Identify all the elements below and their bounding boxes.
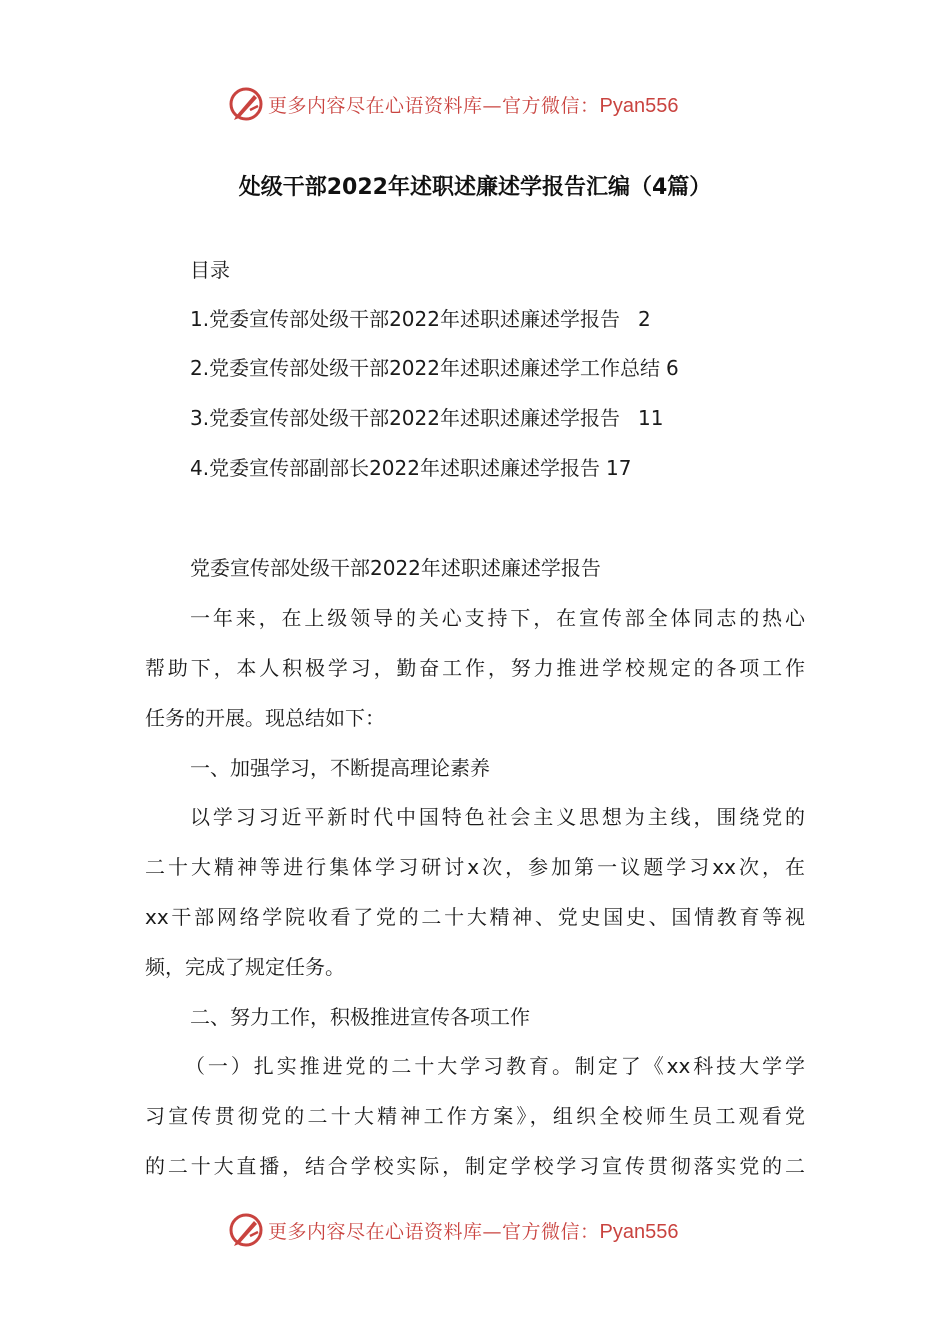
paragraph-line: 任务的开展。现总结如下： xyxy=(145,706,385,730)
toc-entry-1[interactable] xyxy=(190,304,651,334)
watermark-header xyxy=(228,84,678,124)
section-heading-2: 二、努力工作，积极推进宣传各项工作 xyxy=(190,1005,530,1029)
toc-entry-label: 4.党委宣传部副部长2022年述职述廉述学报告 xyxy=(190,456,600,480)
watermark-text xyxy=(268,91,678,118)
paragraph-line: （一）扎实推进党的二十大学习教育。制定了《xx科技大学学 xyxy=(185,1054,805,1078)
watermark-text xyxy=(268,1217,678,1244)
toc-entry-label: 1.党委宣传部处级干部2022年述职述廉述学报告 xyxy=(190,307,620,331)
paragraph-line: xx干部网络学院收看了党的二十大精神、党史国史、国情教育等视 xyxy=(145,905,805,929)
paragraph-line: 的二十大直播，结合学校实际，制定学校学习宣传贯彻落实党的二 xyxy=(145,1154,805,1178)
pen-logo-icon xyxy=(228,1212,264,1248)
toc-entry-label: 3.党委宣传部处级干部2022年述职述廉述学报告 xyxy=(190,406,620,430)
watermark-footer xyxy=(228,1210,678,1250)
toc-entry-3[interactable] xyxy=(190,403,663,433)
paragraph-line: 频，完成了规定任务。 xyxy=(145,955,345,979)
toc-entry-page: 2 xyxy=(637,307,651,331)
document-title: 处级干部2022年述职述廉述学报告汇编（4篇） xyxy=(238,175,712,200)
pen-logo-icon xyxy=(228,86,264,122)
toc-heading: 目录 xyxy=(190,258,230,282)
toc-entry-label: 2.党委宣传部处级干部2022年述职述廉述学工作总结 xyxy=(190,356,660,380)
paragraph-line: 帮助下，本人积极学习，勤奋工作，努力推进学校规定的各项工作 xyxy=(145,656,805,680)
watermark-prefix: 更多内容尽在心语资料库—官方微信： xyxy=(268,1220,600,1243)
paragraph-line: 以学习习近平新时代中国特色社会主义思想为主线，围绕党的 xyxy=(190,805,805,829)
watermark-handle: Pyan556 xyxy=(599,94,679,117)
toc-entry-4[interactable] xyxy=(190,453,631,483)
toc-entry-page: 17 xyxy=(605,456,632,480)
paragraph-line: 二十大精神等进行集体学习研讨x次，参加第一议题学习xx次，在 xyxy=(145,855,805,879)
paragraph-line: 习宣传贯彻党的二十大精神工作方案》，组织全校师生员工观看党 xyxy=(145,1104,805,1128)
paragraph-line: 一年来，在上级领导的关心支持下，在宣传部全体同志的热心 xyxy=(190,606,805,630)
section-heading-1: 一、加强学习，不断提高理论素养 xyxy=(190,756,490,780)
watermark-prefix: 更多内容尽在心语资料库—官方微信： xyxy=(268,94,600,117)
toc-entry-page: 11 xyxy=(637,406,664,430)
toc-entry-page: 6 xyxy=(665,356,679,380)
toc-entry-2[interactable] xyxy=(190,353,679,383)
section-title: 党委宣传部处级干部2022年述职述廉述学报告 xyxy=(190,556,601,580)
watermark-handle: Pyan556 xyxy=(599,1220,679,1243)
